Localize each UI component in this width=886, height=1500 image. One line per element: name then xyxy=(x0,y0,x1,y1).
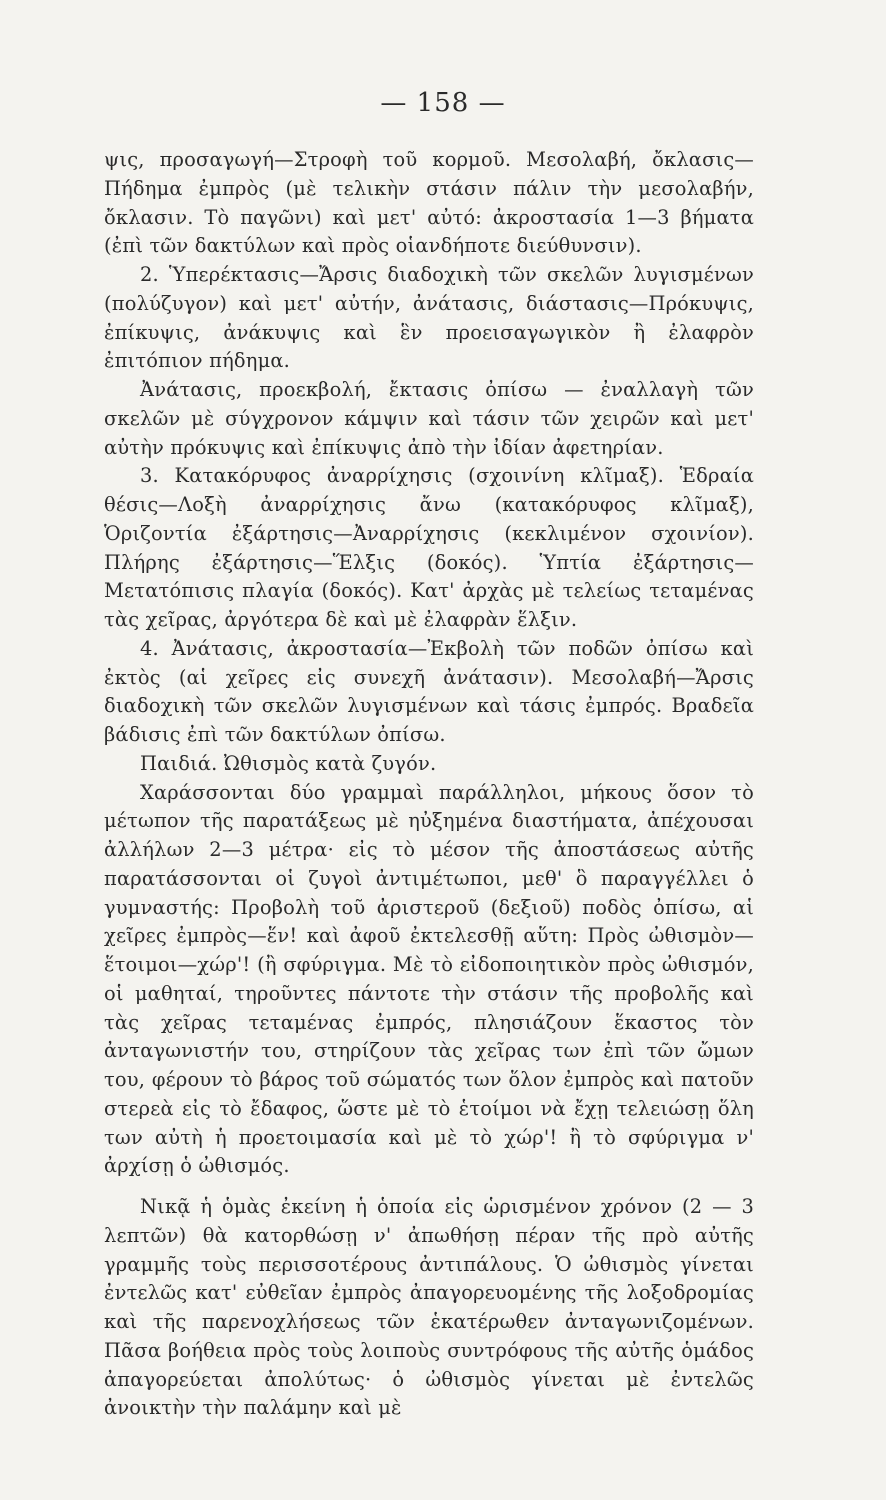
paragraph-exercise-2: 2. Ὑπερέκτασις—Ἄρσις διαδοχικὴ τῶν σκελῶν λυγισμένων (πολύζυγον) καὶ μετ' αὐτήν, ἀνάτασις, διάστασις—Πρόκυψις, ἐπίκυψις, ἀνάκυψις καὶ ἓν προεισαγωγικὸν ἢ ἐλαφρὸν ἐπιτόπιον πήδημα. xyxy=(104,263,754,373)
body-text xyxy=(104,146,754,1423)
paragraph-exercise-3: 3. Κατακόρυφος ἀναρρίχησις (σχοινίνη κλῖμαξ). Ἑδραία θέσις—Λοξὴ ἀναρρίχησις ἄνω (κατακόρυφος κλῖμαξ), Ὁριζοντία ἐξάρτησις—Ἀναρρίχησις (κεκλιμένον σχοινίον). Πλήρης ἐξάρτησις—Ἕλξις (δοκός). Ὑπτία ἐξάρτησις—Μετατόπισις πλαγία (δοκός). Κατ' ἀρχὰς μὲ τελείως τεταμένας τὰς χεῖρας, ἀργότερα δὲ καὶ μὲ ἐλαφρὰν ἕλξιν. xyxy=(104,464,754,631)
paragraph-game-heading: Παιδιά. Ὠθισμὸς κατὰ ζυγόν. xyxy=(140,751,437,775)
paragraph-game-rules: Νικᾷ ἡ ὁμὰς ἐκείνη ἡ ὁποία εἰς ὡρισμένον χρόνον (2 — 3 λεπτῶν) θὰ κατορθώσῃ ν' ἀπωθήσῃ πέραν τῆς πρὸ αὐτῆς γραμμῆς τοὺς περισσοτέρους ἀντιπάλους. Ὁ ὠθισμὸς γίνεται ἐντελῶς κατ' εὐθεῖαν ἐμπρὸς ἀπαγορευομένης τῆς λοξοδρομίας καὶ τῆς παρενοχλήσεως τῶν ἑκατέρωθεν ἀνταγωνιζομένων. Πᾶσα βοήθεια πρὸς τοὺς λοιποὺς συντρόφους τῆς αὐτῆς ὁμάδος ἀπαγορεύεται ἀπολύτως· ὁ ὠθισμὸς γίνεται μὲ ἐντελῶς ἀνοικτὴν τὴν παλάμην καὶ μὲ xyxy=(104,1195,754,1420)
paragraph-game-description: Χαράσσονται δύο γραμμαὶ παράλληλοι, μήκους ὅσον τὸ μέτωπον τῆς παρατάξεως μὲ ηὐξημένα διαστήματα, ἀπέχουσαι ἀλλήλων 2—3 μέτρα· εἰς τὸ μέσον τῆς ἀποστάσεως αὐτῆς παρατάσσονται οἱ ζυγοὶ ἀντιμέτωποι, μεθ' ὃ παραγγέλλει ὁ γυμναστής: Προβολὴ τοῦ ἀριστεροῦ (δεξιοῦ) ποδὸς ὀπίσω, αἱ χεῖρες ἐμπρὸς—ἕν! καὶ ἀφοῦ ἐκτελεσθῇ αὕτη: Πρὸς ὠθισμὸν—ἕτοιμοι—χώρ'! (ἢ σφύριγμα. Μὲ τὸ εἰδοποιητικὸν πρὸς ὠθισμόν, οἱ μαθηταί, τηροῦντες πάντοτε τὴν στάσιν τῆς προβολῆς καὶ τὰς χεῖρας τεταμένας ἐμπρός, πλησιάζουν ἕκαστος τὸν ἀνταγωνιστήν του, στηρίζουν τὰς χεῖρας των ἐπὶ τῶν ὤμων του, φέρουν τὸ βάρος τοῦ σώματός των ὅλον ἐμπρὸς καὶ πατοῦν στερεὰ εἰς τὸ ἔδαφος, ὥστε μὲ τὸ ἑτοίμοι νὰ ἔχῃ τελειώσῃ ὅλη των αὐτὴ ἡ προετοιμασία καὶ μὲ τὸ χώρ'! ἢ τὸ σφύριγμα ν' ἀρχίσῃ ὁ ὠθισμός. xyxy=(104,780,754,1178)
page-number: — 158 — xyxy=(380,88,506,118)
paragraph-anatasis: Ἀνάτασις, προεκβολή, ἔκτασις ὀπίσω — ἐναλλαγὴ τῶν σκελῶν μὲ σύγχρονον κάμψιν καὶ τάσιν τῶν χειρῶν καὶ μετ' αὐτὴν πρόκυψις καὶ ἐπίκυψις ἀπὸ τὴν ἰδίαν ἀφετηρίαν. xyxy=(104,378,754,459)
paragraph-exercise-4: 4. Ἀνάτασις, ἀκροστασία—Ἐκβολὴ τῶν ποδῶν ὀπίσω καὶ ἐκτὸς (αἱ χεῖρες εἰς συνεχῆ ἀνάτασιν). Μεσολαβή—Ἄρσις διαδοχικὴ τῶν σκελῶν λυγισμένων καὶ τάσις ἐμπρός. Βραδεῖα βάδισις ἐπὶ τῶν δακτύλων ὀπίσω. xyxy=(104,636,754,746)
paragraph-continuation: ψις, προσαγωγή—Στροφὴ τοῦ κορμοῦ. Μεσολαβή, ὄκλασις—Πήδημα ἐμπρὸς (μὲ τελικὴν στάσιν πάλιν τὴν μεσολαβήν, ὄκλασιν. Τὸ παγῶνι) καὶ μετ' αὐτό: ἀκροστασία 1—3 βήματα (ἐπὶ τῶν δακτύλων καὶ πρὸς οἱανδήποτε διεύθυνσιν). xyxy=(104,148,754,258)
